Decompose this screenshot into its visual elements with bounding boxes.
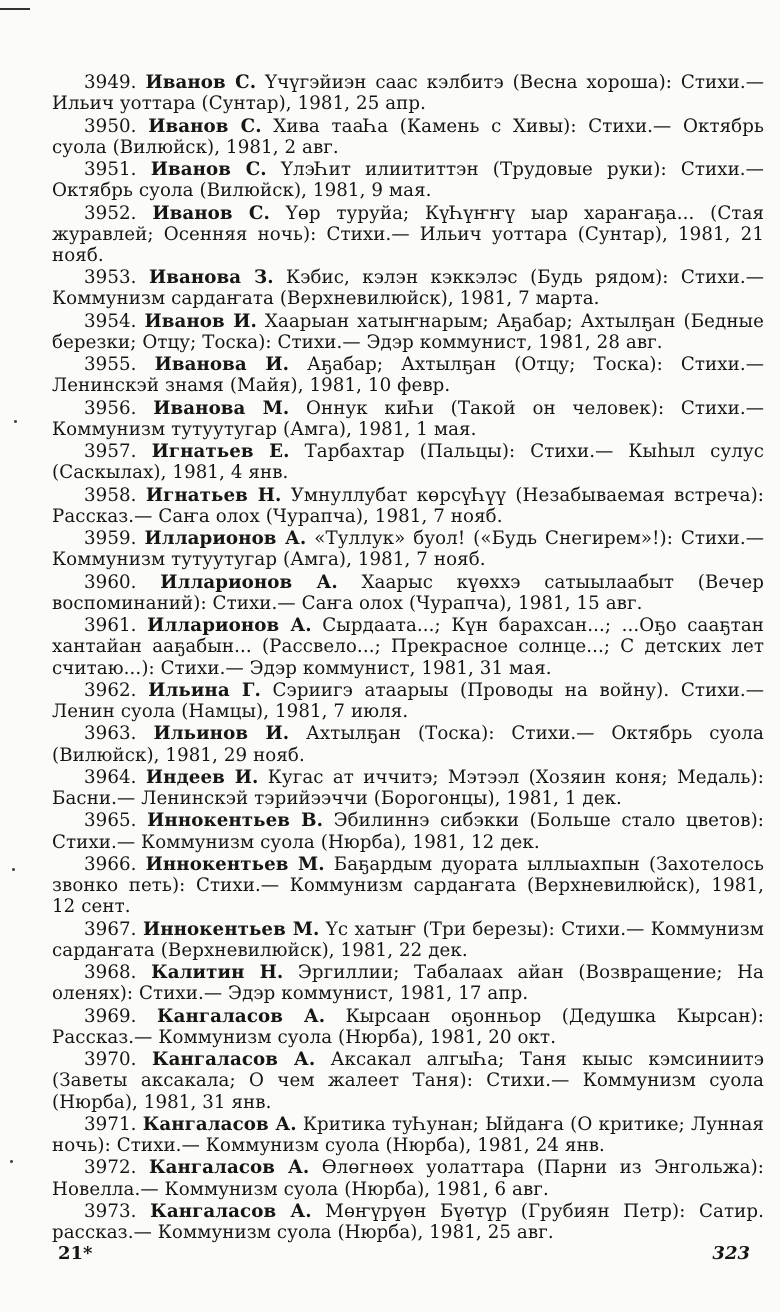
entry-author: Игнатьев Е.: [151, 441, 290, 463]
entry-number: 3953.: [84, 267, 137, 289]
bibliography-entry: [52, 1049, 764, 1113]
entry-text: Эбилиннэ сибэкки (Больше стало цветов): Стихи.— Коммунизм суола (Нюрба), 1981, 12 дек.: [52, 810, 764, 853]
entry-author: Иванов С.: [145, 72, 257, 93]
entry-number: 3968.: [84, 962, 137, 984]
entry-author: Калитин Н.: [151, 962, 284, 984]
entry-author: Ильинов И.: [153, 723, 290, 745]
entry-text: Умнуллубат көрсүҺүү (Незабываемая встреча): Рассказ.— Саҥа олох (Чурапча), 1981, 7 нояб.: [52, 484, 765, 527]
entry-text: Сэриигэ атаарыы (Проводы на войну). Стихи.— Ленин суола (Намцы), 1981, 7 июля.: [52, 679, 764, 723]
entry-text: Үчүгэйиэн саас кэлбитэ (Весна хороша): Стихи.— Ильич уоттара (Сунтар), 1981, 25 апр.: [52, 72, 764, 115]
entry-number: 3966.: [84, 853, 137, 875]
entry-text: Хаарыс күөххэ сатыылаабыт (Вечер воспоминаний): Стихи.— Саҥа олох (Чурапча), 1981, 15 авг.: [52, 571, 764, 614]
bibliography-entry: [52, 1006, 764, 1048]
bibliography-entry: [52, 615, 764, 679]
bibliography-entry: [52, 810, 764, 852]
entry-author: Иванов С.: [152, 202, 270, 224]
entry-text: Баҕардым дуората ыллыахпын (Захотелось звонко петь): Стихи.— Коммунизм сардаҥата (Верхневилюйск), 1981, 12 сент.: [52, 853, 765, 918]
entry-author: Кангаласов А.: [151, 1049, 316, 1071]
entry-number: 3961.: [84, 615, 137, 637]
entry-author: Иванова И.: [154, 354, 290, 376]
entry-text: Кугас ат иччитэ; Мэтээл (Хозяин коня; Медаль): Басни.— Ленинскэй тэрийээччи (Борогонцы), 1981, 1 дек.: [52, 766, 764, 810]
margin-speck: [12, 868, 15, 871]
bibliography-entry: [52, 680, 764, 722]
margin-speck: [10, 1160, 13, 1163]
entry-text: ҮлэҺит илиититтэн (Трудовые руки): Стихи.— Октябрь суола (Вилюйск), 1981, 9 мая.: [52, 159, 764, 202]
entry-text: Өлөгнөөх уолаттара (Парни из Энгольжа): Новелла.— Коммунизм суола (Нюрба), 1981, 6 авг.: [52, 1157, 764, 1200]
entry-text: Оннук киҺи (Такой он человек): Стихи.— Коммунизм тутуутугар (Амга), 1981, 1 мая.: [52, 397, 764, 440]
bibliography-list: [52, 72, 764, 1244]
bibliography-entry: [52, 528, 764, 570]
entry-number: 3954.: [84, 310, 137, 332]
entry-author: Кангаласов А.: [150, 1200, 312, 1222]
margin-speck: [14, 420, 17, 423]
entry-text: Аҕабар; Ахтылҕан (Отцу; Тоска): Стихи.— Ленинскэй знамя (Майя), 1981, 10 февр.: [52, 354, 765, 397]
bibliography-entry: [52, 311, 764, 353]
entry-text: Хаарыан хатыҥнарым; Аҕабар; Ахтылҕан (Бедные березки; Отцу; Тоска): Стихи.— Эдэр коммунист, 1981, 28 авг.: [52, 310, 764, 353]
entry-number: 3971.: [84, 1113, 137, 1135]
bibliography-entry: [52, 485, 764, 527]
entry-author: Игнатьев Н.: [145, 484, 282, 506]
entry-author: Иванов И.: [144, 310, 257, 332]
entry-author: Иванова З.: [148, 267, 274, 289]
page-number: 323: [712, 1243, 750, 1264]
bibliography-entry: [52, 723, 764, 765]
entry-number: 3962.: [84, 679, 137, 701]
entry-text: Критика туҺунан; Ыйдаҥа (О критике; Лунная ночь): Стихи.— Коммунизм суола (Нюрба), 1981, 24 янв.: [52, 1113, 764, 1157]
entry-number: 3963.: [84, 723, 137, 745]
entry-text: Мөҥүрүөн Бүөтүр (Грубиян Петр): Сатир. рассказ.— Коммунизм суола (Нюрба), 1981, 25 авг.: [52, 1200, 764, 1244]
entry-text: Кэбис, кэлэн кэккэлэс (Будь рядом): Стихи.— Коммунизм сардаҥата (Верхневилюйск), 1981, 7 марта.: [52, 267, 764, 310]
bibliography-entry: [52, 767, 764, 809]
entry-text: Аксакал алгыҺа; Таня кыыс кэмсиниитэ (Заветы аксакала; О чем жалеет Таня): Стихи.— Коммунизм суола (Нюрба), 1981, 31 янв.: [52, 1049, 764, 1113]
entry-author: Ильина Г.: [148, 679, 261, 701]
entry-author: Индеев И.: [145, 766, 259, 788]
entry-number: 3951.: [84, 159, 137, 180]
entry-author: Иванова М.: [153, 397, 290, 419]
entry-number: 3957.: [84, 441, 137, 463]
bibliography-entry: [52, 854, 764, 918]
entry-number: 3959.: [84, 528, 137, 550]
bibliography-entry: [52, 919, 764, 961]
bibliography-entry: [52, 1157, 764, 1199]
bibliography-entry: [52, 441, 764, 483]
entry-author: Иванов С.: [148, 115, 262, 137]
bibliography-entry: [52, 398, 764, 440]
entry-author: Кангаласов А.: [142, 1113, 297, 1135]
entry-author: Иванов С.: [150, 159, 267, 180]
entry-author: Кангаласов А.: [148, 1157, 310, 1179]
entry-number: 3955.: [84, 354, 137, 376]
entry-number: 3972.: [84, 1157, 137, 1179]
bibliography-entry: [52, 267, 764, 309]
page-edge-mark: [0, 8, 30, 10]
entry-text: Эргиллии; Табалаах айан (Возвращение; На оленях): Стихи.— Эдэр коммунист, 1981, 17 апр.: [52, 962, 765, 1005]
entry-number: 3964.: [84, 766, 137, 788]
entry-number: 3958.: [84, 484, 137, 506]
entry-text: Үөр туруйа; КүҺүҥҥү ыар хараҥаҕа... (Стая журавлей; Осенняя ночь): Стихи.— Ильич уоттара (Сунтар), 1981, 21 нояб.: [52, 202, 765, 266]
entry-text: Кырсаан оҕонньор (Дедушка Кырсан): Рассказ.— Коммунизм суола (Нюрба), 1981, 20 окт.: [52, 1005, 764, 1048]
bibliography-entry: [52, 203, 764, 267]
signature-mark: 21*: [58, 1243, 93, 1264]
entry-author: Кангаласов А.: [156, 1005, 326, 1027]
entry-number: 3969.: [84, 1005, 137, 1027]
entry-author: Иннокентьев М.: [142, 918, 320, 940]
bibliography-entry: [52, 354, 764, 396]
entry-number: 3967.: [84, 918, 137, 940]
page-footer: [58, 1243, 750, 1264]
entry-author: Илларионов А.: [147, 615, 312, 637]
bibliography-entry: [52, 1201, 764, 1243]
entry-number: 3949.: [84, 72, 137, 93]
entry-number: 3960.: [84, 571, 137, 593]
entry-number: 3970.: [84, 1049, 137, 1071]
entry-text: Ахтылҕан (Тоска): Стихи.— Октябрь суола (Вилюйск), 1981, 29 нояб.: [52, 723, 764, 766]
entry-text: «Туллук» буол! («Будь Снегирем»!): Стихи.— Коммунизм тутуутугар (Амга), 1981, 7 нояб.: [52, 528, 764, 571]
bibliography-entry: [52, 572, 764, 614]
entry-author: Иннокентьев В.: [147, 810, 324, 832]
entry-number: 3950.: [84, 115, 137, 137]
bibliography-entry: [52, 962, 764, 1004]
entry-number: 3956.: [84, 397, 137, 419]
entry-number: 3952.: [84, 202, 137, 224]
bibliography-entry: [52, 1114, 764, 1156]
entry-author: Илларионов А.: [144, 528, 307, 550]
bibliography-entry: [52, 159, 764, 201]
entry-number: 3965.: [84, 810, 137, 832]
entry-number: 3973.: [84, 1200, 137, 1222]
bibliography-entry: [52, 116, 764, 158]
entry-text: Хива тааҺа (Камень с Хивы): Стихи.— Октябрь суола (Вилюйск), 1981, 2 авг.: [52, 115, 764, 158]
entry-text: Сырдаата...; Күн барахсан...; ...Оҕо сааҕтан хантайан ааҕабын... (Рассвело...; Прекрасное солнце...; С детских лет считаю...): Стихи.— Эдэр коммунист, 1981, 31 мая.: [52, 615, 764, 679]
entry-author: Илларионов А.: [160, 571, 338, 593]
bibliography-entry: [52, 72, 764, 114]
entry-text: Үс хатыҥ (Три березы): Стихи.— Коммунизм сардаҥата (Верхневилюйск), 1981, 22 дек.: [52, 918, 764, 961]
entry-author: Иннокентьев М.: [145, 853, 325, 875]
entry-text: Тарбахтар (Пальцы): Стихи.— Кыһыл сулус (Саскылах), 1981, 4 янв.: [52, 441, 764, 484]
